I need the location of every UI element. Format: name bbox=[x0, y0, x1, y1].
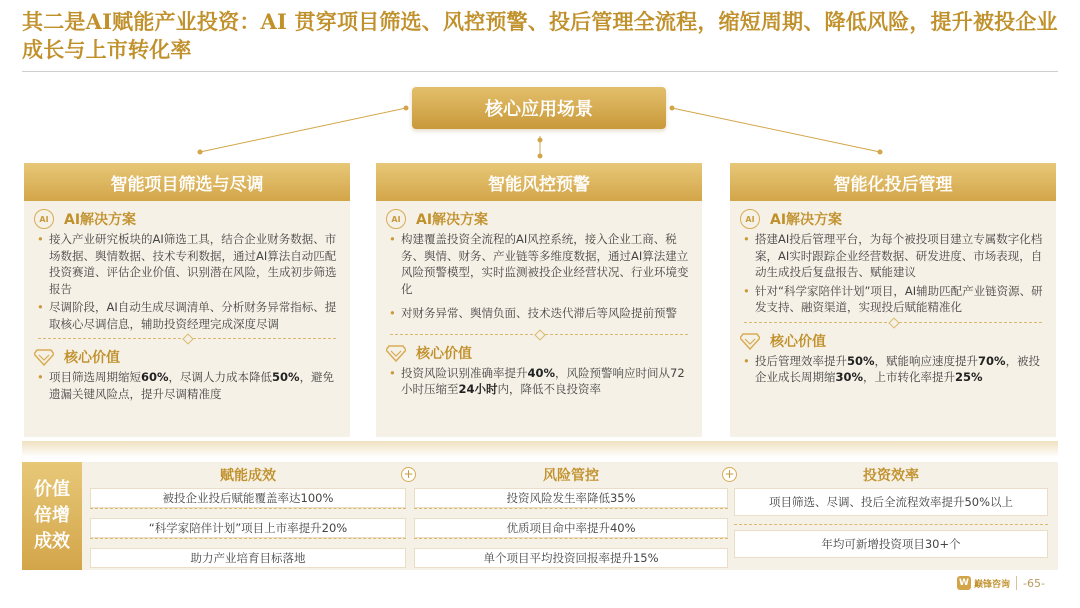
plus-icon: + bbox=[401, 467, 416, 482]
column-post-investment bbox=[730, 163, 1056, 437]
column-project-screening bbox=[24, 163, 350, 437]
value-group-risk bbox=[414, 462, 728, 578]
value-title: 核心价值 bbox=[770, 333, 826, 350]
solution-item: • 搭建AI投后管理平台，为每个被投项目建立专属数字化档案，AI实时跟踪企业经营数据、研发进度、市场表现，自动生成投后复盘报告、赋能建议 bbox=[742, 231, 1046, 281]
value-item-box: 年均可新增投资项目30+个 bbox=[734, 530, 1048, 558]
value-title: 核心价值 bbox=[64, 350, 120, 366]
value-item-box: “科学家陪伴计划”项目上市率提升20% bbox=[90, 518, 406, 538]
value-group-empowerment bbox=[90, 462, 406, 578]
footer bbox=[957, 576, 1045, 590]
columns-base-shadow bbox=[22, 441, 1058, 457]
footer-divider bbox=[1016, 576, 1017, 590]
ai-icon: AI bbox=[34, 209, 54, 229]
solution-item: • 接入产业研究板块的AI筛选工具，结合企业财务数据、市场数据、舆情数据、技术专利数据，通过AI算法自动匹配投资赛道、评估企业价值、识别潜在风险，生成初步筛选报告 bbox=[36, 231, 340, 297]
column-title: 智能项目筛选与尽调 bbox=[24, 163, 350, 201]
diamond-icon bbox=[740, 331, 760, 351]
value-item-box: 单个项目平均投资回报率提升15% bbox=[414, 548, 728, 568]
value-item-box: 项目筛选、尽调、投后全流程效率提升50%以上 bbox=[734, 488, 1048, 516]
value-panel-label: 价值 倍增 成效 bbox=[22, 462, 82, 570]
value-group-title: 赋能成效 bbox=[220, 468, 276, 484]
value-item-box: 优质项目命中率提升40% bbox=[414, 518, 728, 538]
diamond-icon bbox=[386, 343, 406, 363]
value-item: • 投后管理效率提升50%，赋能响应速度提升70%，被投企业成长周期缩30%，上市转化率提升25% bbox=[742, 353, 1046, 386]
page-title: 其二是AI赋能产业投资：AI 贯穿项目筛选、风控预警、投后管理全流程，缩短周期、降低风险，提升被投企业成长与上市转化率 bbox=[22, 9, 1058, 62]
value-group-efficiency bbox=[734, 462, 1048, 572]
value-group-title: 投资效率 bbox=[863, 468, 919, 484]
value-group-title: 风险管控 bbox=[543, 468, 599, 484]
section-divider bbox=[38, 338, 336, 339]
value-item: • 投资风险识别准确率提升40%，风险预警响应时间从72小时压缩至24小时内，降低不良投资率 bbox=[388, 365, 692, 398]
column-risk-warning bbox=[376, 163, 702, 437]
value-item: • 项目筛选周期缩短60%，尽调人力成本降低50%，避免遗漏关键风险点，提升尽调精准度 bbox=[36, 369, 340, 402]
column-title: 智能化投后管理 bbox=[730, 163, 1056, 201]
title-divider bbox=[22, 71, 1058, 72]
plus-icon: + bbox=[722, 467, 737, 482]
core-scenarios-hub: 核心应用场景 bbox=[412, 87, 666, 129]
solution-item: • 尽调阶段，AI自动生成尽调清单、分析财务异常指标、提取核心尽调信息，辅助投资经理完成深度尽调 bbox=[36, 299, 340, 332]
solution-item: • 针对“科学家陪伴计划”项目，AI辅助匹配产业链资源、研发支持、融资渠道，实现投后赋能精准化 bbox=[742, 283, 1046, 316]
dashed-divider bbox=[90, 538, 406, 539]
value-multiplier-panel bbox=[22, 462, 1058, 570]
ai-icon: AI bbox=[740, 209, 760, 229]
value-title: 核心价值 bbox=[416, 345, 472, 362]
section-divider bbox=[744, 322, 1042, 323]
value-item-box: 投资风险发生率降低35% bbox=[414, 488, 728, 508]
page-number: -65- bbox=[1023, 576, 1045, 590]
value-item-box: 助力产业培育目标落地 bbox=[90, 548, 406, 568]
solution-title: AI解决方案 bbox=[416, 212, 489, 228]
solution-item: • 对财务异常、舆情负面、技术迭代滞后等风险提前预警 bbox=[388, 305, 692, 322]
solution-title: AI解决方案 bbox=[770, 212, 843, 228]
diamond-icon bbox=[34, 347, 54, 367]
column-title: 智能风控预警 bbox=[376, 163, 702, 201]
dashed-divider bbox=[90, 508, 406, 509]
brand-name: 巅锋咨询 bbox=[974, 579, 1011, 590]
solution-item: • 构建覆盖投资全流程的AI风控系统，接入企业工商、税务、舆情、财务、产业链等多维度数据，通过AI算法建立风险预警模型，实时监测被投企业经营状况、行业环境变化 bbox=[388, 231, 692, 297]
dashed-divider bbox=[414, 538, 728, 539]
dashed-divider bbox=[414, 508, 728, 509]
ai-icon: AI bbox=[386, 209, 406, 229]
brand-logo-icon: W bbox=[957, 576, 971, 590]
section-divider bbox=[390, 334, 688, 335]
value-item-box: 被投企业投后赋能覆盖率达100% bbox=[90, 488, 406, 508]
dashed-divider bbox=[734, 524, 1048, 525]
solution-title: AI解决方案 bbox=[64, 212, 137, 228]
